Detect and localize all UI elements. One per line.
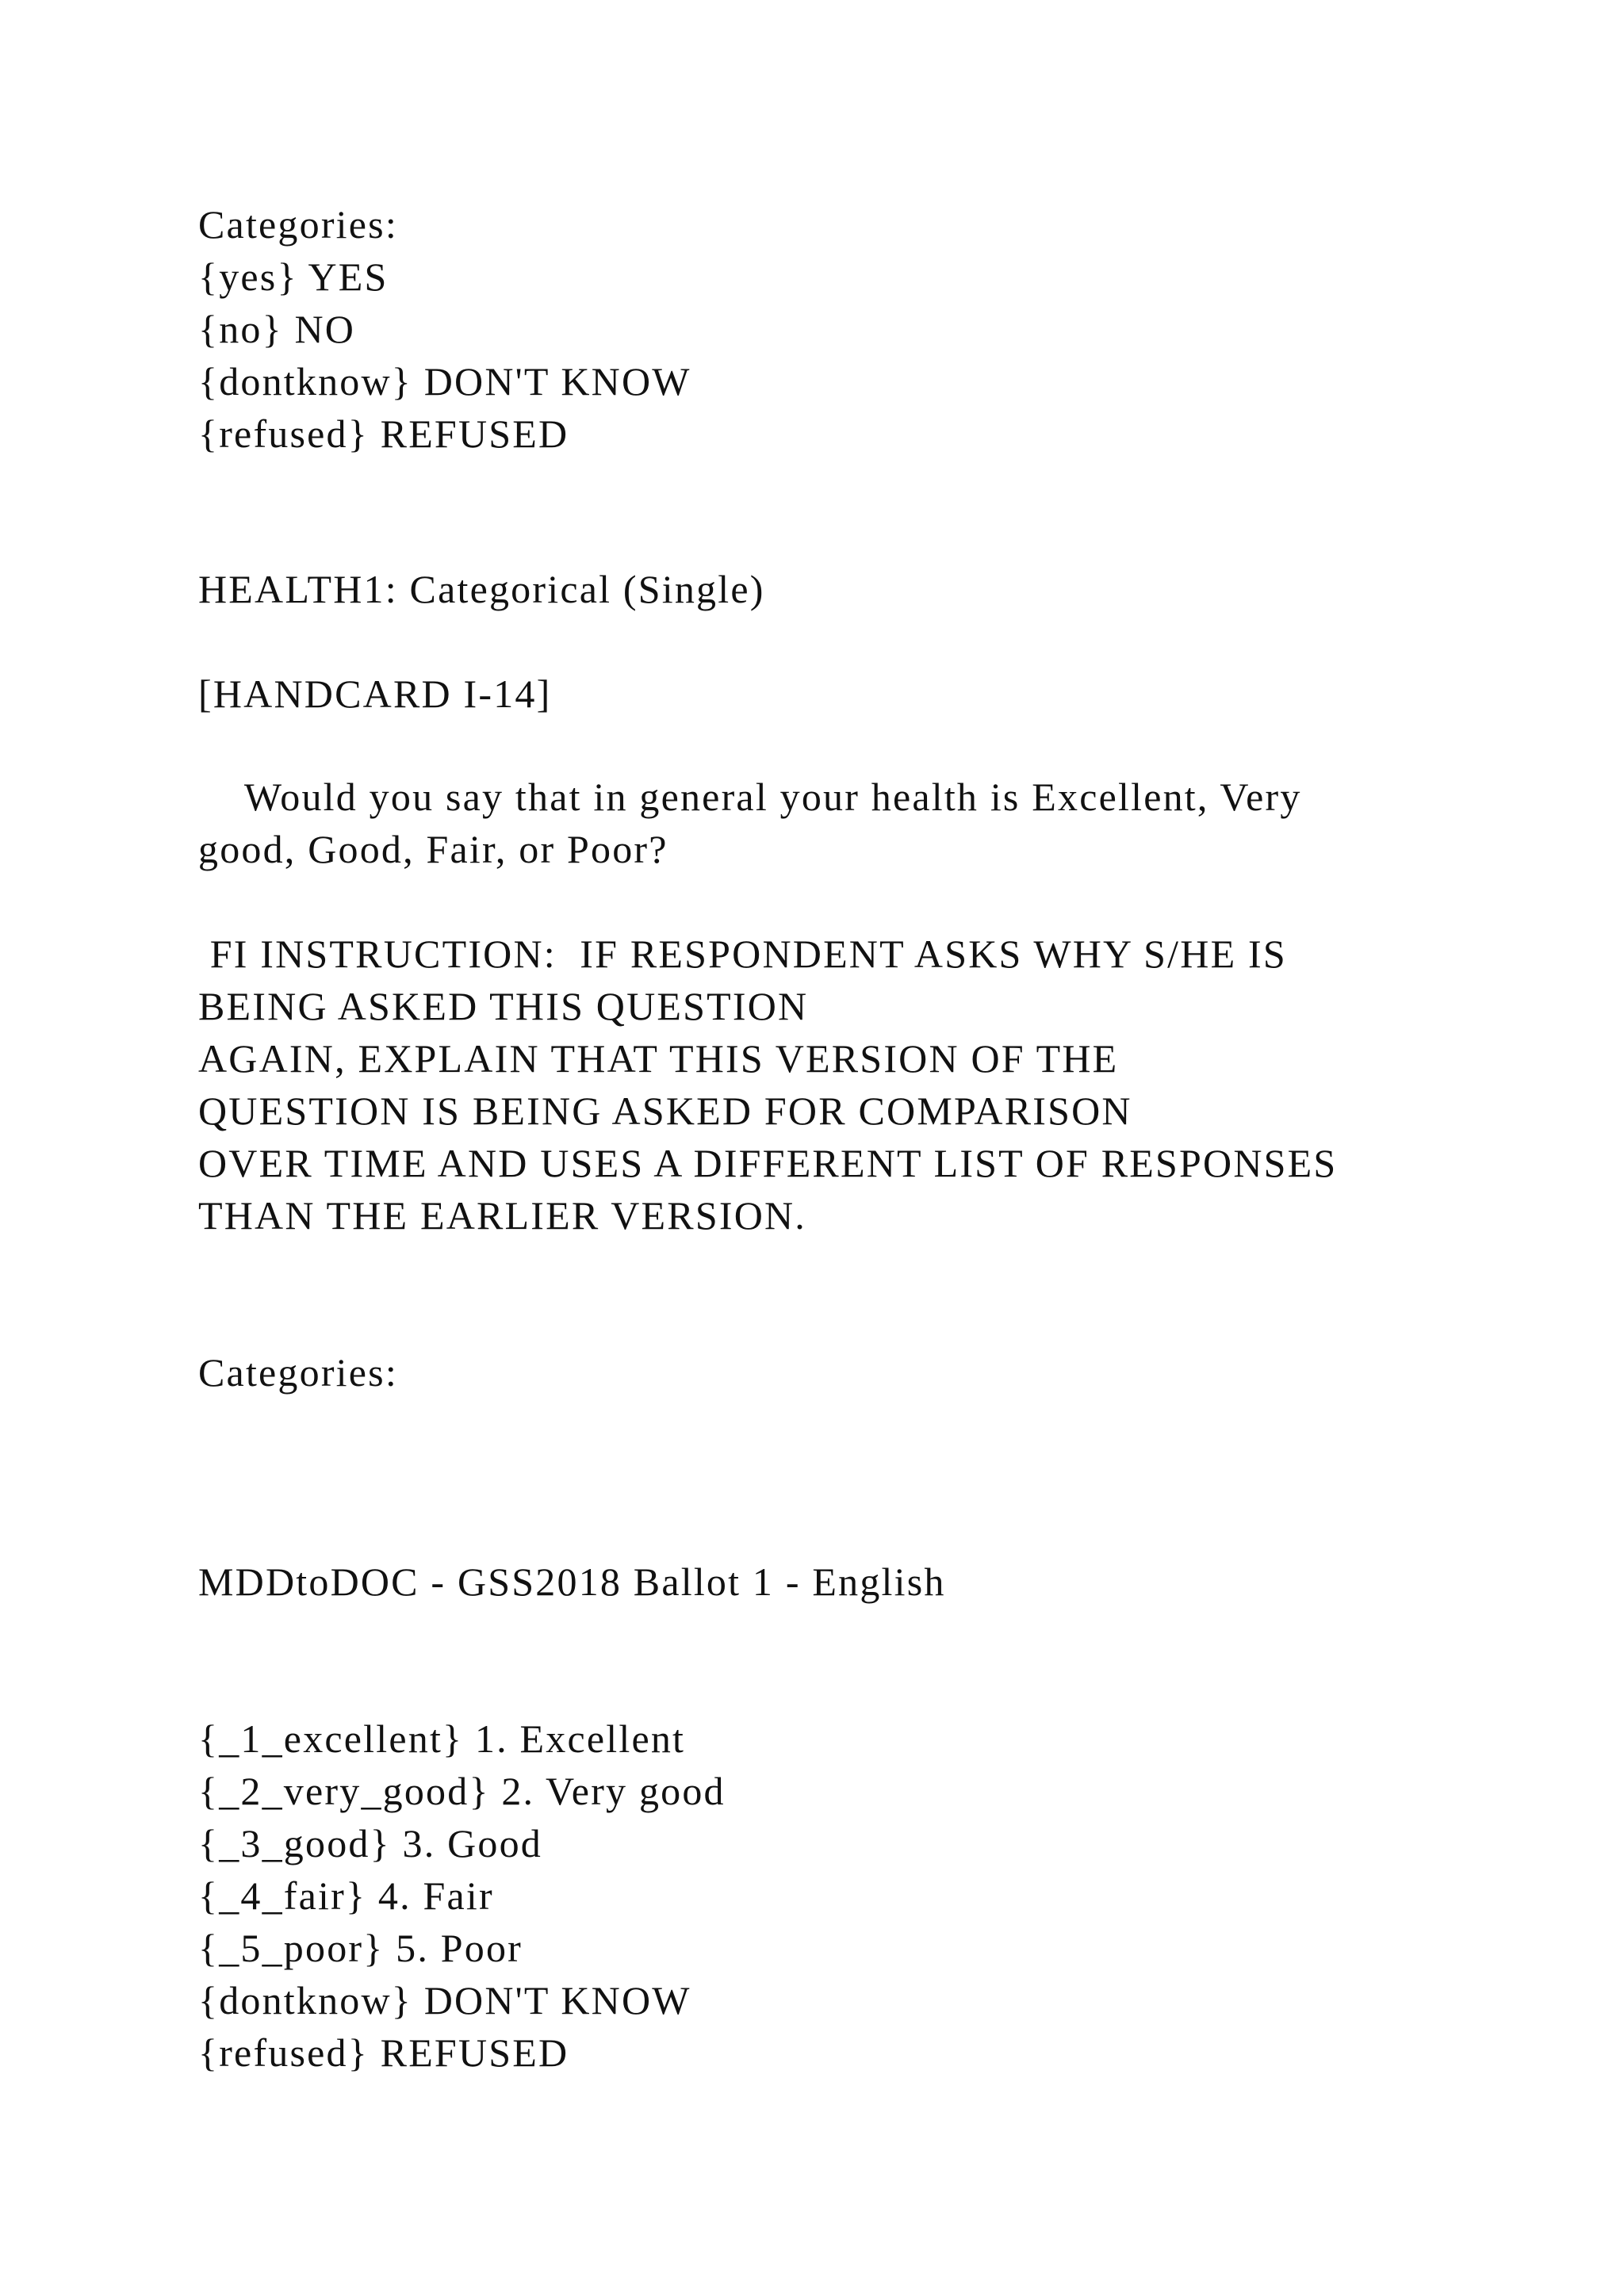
- category-option-dontknow: {dontknow} DON'T KNOW: [198, 359, 691, 404]
- handcard-label: [HANDCARD I-14]: [198, 672, 552, 716]
- categories-heading: Categories:: [198, 1350, 398, 1395]
- fi-instruction-line: AGAIN, EXPLAIN THAT THIS VERSION OF THE: [198, 1036, 1119, 1081]
- category-option-poor: {_5_poor} 5. Poor: [198, 1926, 523, 1970]
- category-option-dontknow: {dontknow} DON'T KNOW: [198, 1978, 691, 2022]
- question-name: HEALTH1: Categorical (Single): [198, 567, 765, 611]
- fi-instruction-line: THAN THE EARLIER VERSION.: [198, 1193, 807, 1238]
- category-option-refused: {refused} REFUSED: [198, 411, 569, 456]
- category-option-no: {no} NO: [198, 307, 356, 351]
- category-option-refused: {refused} REFUSED: [198, 2030, 569, 2075]
- fi-instruction-line: BEING ASKED THIS QUESTION: [198, 984, 809, 1028]
- category-option-excellent: {_1_excellent} 1. Excellent: [198, 1716, 686, 1761]
- category-option-fair: {_4_fair} 4. Fair: [198, 1873, 494, 1918]
- document-footer-title: MDDtoDOC - GSS2018 Ballot 1 - English: [198, 1559, 946, 1604]
- question-text-line: Would you say that in general your health is Excellent, Very: [198, 775, 1302, 819]
- fi-instruction-line: FI INSTRUCTION: IF RESPONDENT ASKS WHY S/HE IS: [198, 932, 1287, 976]
- category-option-very-good: {_2_very_good} 2. Very good: [198, 1769, 726, 1813]
- category-option-good: {_3_good} 3. Good: [198, 1821, 543, 1866]
- fi-instruction-line: OVER TIME AND USES A DIFFERENT LIST OF RESPONSES: [198, 1141, 1338, 1185]
- category-option-yes: {yes} YES: [198, 254, 389, 299]
- question-text-line: good, Good, Fair, or Poor?: [198, 827, 668, 871]
- categories-heading: Categories:: [198, 202, 398, 247]
- fi-instruction-line: QUESTION IS BEING ASKED FOR COMPARISON: [198, 1089, 1132, 1133]
